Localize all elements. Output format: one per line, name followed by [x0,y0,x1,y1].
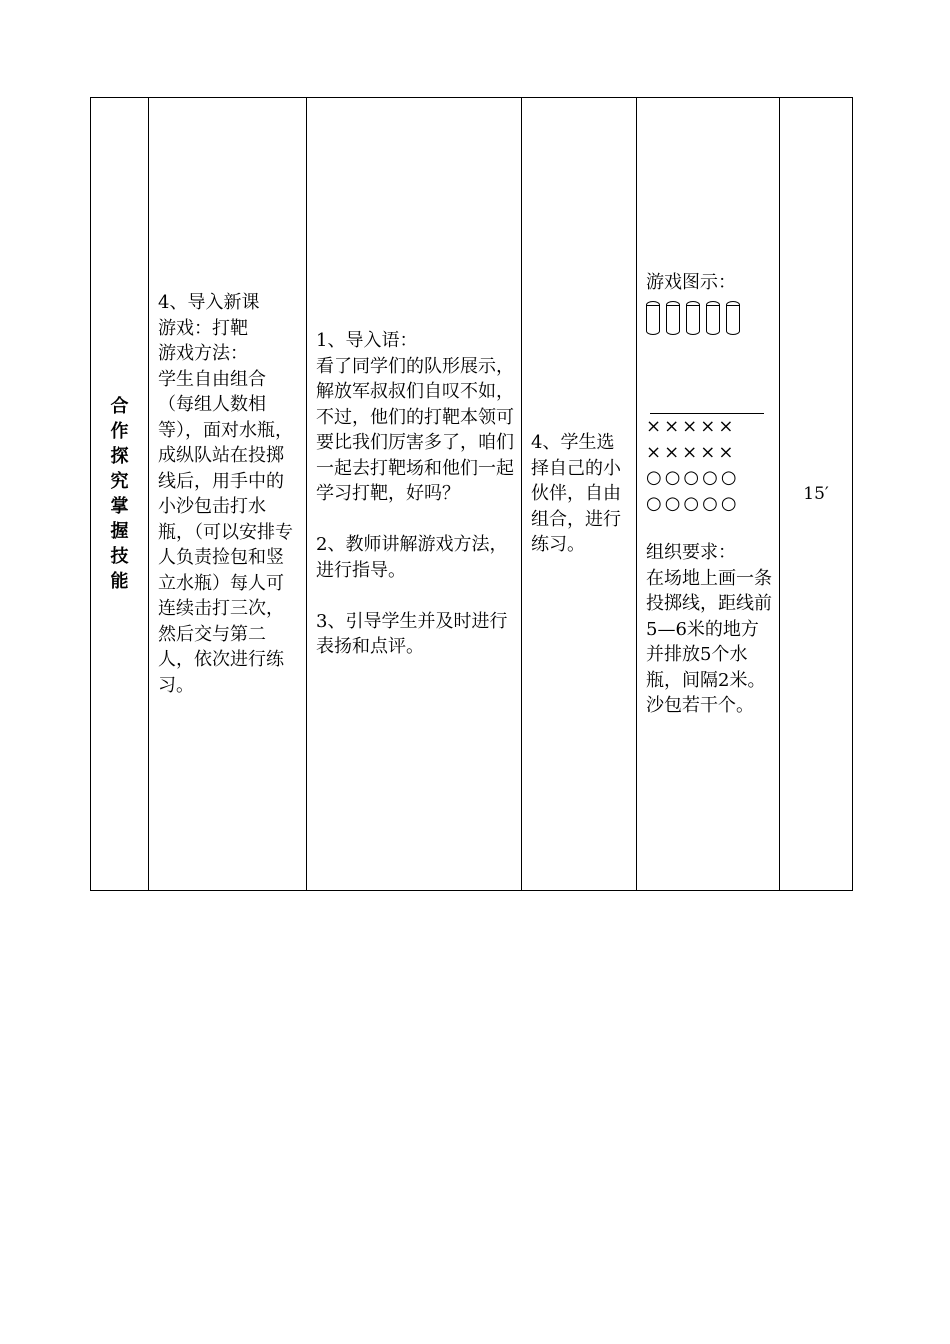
table-row [91,98,853,891]
formation-row-1: ××××× [646,416,737,437]
organization-cell [637,98,780,891]
student-activity-cell [522,98,637,891]
organization-diagram [637,270,779,719]
time-value: 15′ [803,484,829,504]
student-activity-text: 4、学生选择自己的小伙伴，自由组合，进行练习。 [531,432,621,556]
water-bottle-icon [726,301,740,335]
formation-row-4: ○○○○○ [646,492,740,514]
teacher-guidance-cell [307,98,522,891]
formation-row-2: ××××× [646,441,737,463]
time-cell [780,98,853,891]
phase-label: 合作探究掌握技能 [110,396,129,592]
lesson-plan-table [90,97,853,891]
phase-cell [91,98,149,891]
water-bottle-icon [706,301,720,335]
teacher-content-cell [149,98,307,891]
teacher-guidance-text: 1、导入语： 看了同学们的队形展示，解放军叔叔们自叹不如，不过，他们的打靶本领可要比我们厉害多了，咱们一起去打靶场和他们一起学习打靶，好吗？ 2、教师讲解游戏方法，进行指导。 3、引导学生并及时进行表扬和点评。 [316,330,514,658]
formation-row-3: ○○○○○ [646,467,740,488]
organization-requirement: 组织要求： 在场地上画一条投掷线，距线前5—6米的地方并排放5个水瓶，间隔2米。沙包若干个。 [646,542,772,716]
bottle-row [646,301,773,335]
diagram-title: 游戏图示： [646,271,736,293]
water-bottle-icon [646,301,660,335]
water-bottle-icon [666,301,680,335]
teacher-content-text: 4、导入新课 游戏：打靶 游戏方法： 学生自由组合（每组人数相等），面对水瓶，成纵队站在投掷线后，用手中的小沙包击打水瓶，（可以安排专人负责捡包和竖立水瓶）每人可连续击打三次，然后交与第二人，依次进行练习。 [158,292,293,696]
water-bottle-icon [686,301,700,335]
